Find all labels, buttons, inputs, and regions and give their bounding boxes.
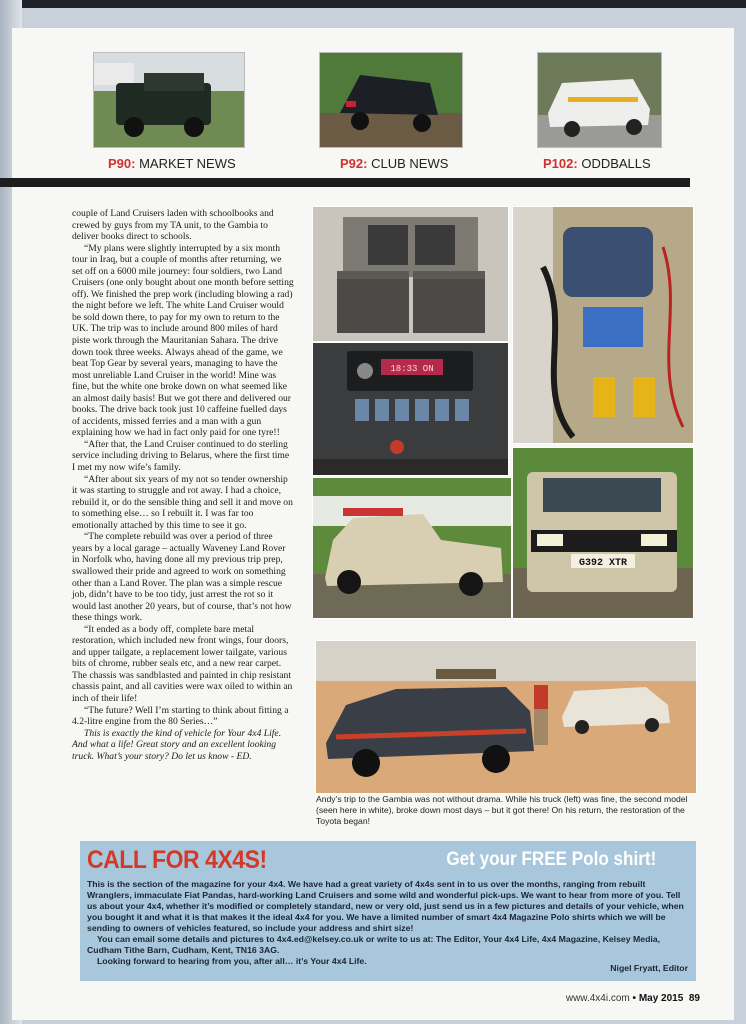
thumb-market-news[interactable] xyxy=(93,52,245,148)
callout-body xyxy=(87,879,687,967)
article-paragraph: “It ended as a body off, complete bare metal restoration, which included new front wings, four doors, and upper tailgate, a replacement lower tailgate, various bits of chrome, rubber seals etc, and a new rear carpet. The chassis was sandblasted and painted in chip resistant chassis paint, and all cavities were wax oiled to within an inch of their life! xyxy=(72,623,293,704)
footer-website[interactable]: www.4x4i.com xyxy=(565,993,630,1004)
article-paragraph: “My plans were slightly interrupted by a six month tour in Iraq, but a couple of months after returning, we set off on a 6000 mile journey: four soldiers, two Land Cruisers (one only bought about one month before setting off). We finished the prep work (including blowing a rad) the night before we left. The white Land Cruiser would be sold down there, to pay for my own to return to the UK. The trip was to include around 800 miles of hard piste work through the Mauritanian Sahara. The drive down took three weeks. Always ahead of the game, we beat Top Gear by several years, managing to have the most unreliable Land Cruiser in the world! Mine was fine, but the white one broke down on what seemed like an almost daily basis! But we got there and delivered our books. The drive back took just 10 caffeine fuelled days of accidents, missed ferries and a man with a gun explaining how we had in fact only paid for one tyre!! xyxy=(72,242,294,439)
callout-closing: Looking forward to hearing from you, after all… it’s Your 4x4 Life. xyxy=(97,956,367,966)
callout-title: CALL FOR 4X4S! xyxy=(87,846,267,874)
photo-land-cruiser-river xyxy=(312,477,512,619)
footer-bullet: • xyxy=(632,993,637,1004)
thumb-page-number: P92: xyxy=(340,156,368,171)
photo-land-cruiser-front xyxy=(512,447,694,619)
article-paragraph: “After that, the Land Cruiser continued to do sterling service including driving to Belarus, where the first time I met my now wife’s family. xyxy=(72,438,290,474)
radio-display-text: 18:33 ON xyxy=(390,364,434,374)
article-paragraph: “The future? Well I’m starting to think about fitting a 4.2-litre engine from the 80 Series…” xyxy=(72,704,289,728)
editor-signature: Nigel Fryatt, Editor xyxy=(610,963,688,973)
photo-two-land-cruisers-desert xyxy=(315,640,697,794)
page-footer xyxy=(566,993,700,1004)
top-edge xyxy=(0,0,746,8)
editor-note: This is exactly the kind of vehicle for Your 4x4 Life. And what a life! Great story and an excellent looking truck. What’s your story? Do let us know - ED. xyxy=(72,727,282,762)
number-plate-text: G392 XTR xyxy=(578,558,628,569)
photo-rear-storage-boxes xyxy=(312,206,509,342)
thumb-title: ODDBALLS xyxy=(581,156,651,171)
callout-contact: You can email some details and pictures to 4x4.ed@kelsey.co.uk or write to us at: The Editor, Your 4x4 Life, 4x4 Magazine, Kelsey Media, Cudham Tithe Barn, Cudham, Kent, TN16 3AG. xyxy=(87,934,661,955)
photo-engine-bay-compressor xyxy=(512,206,694,444)
thumb-caption-oddballs[interactable] xyxy=(543,156,651,171)
article-paragraph: “The complete rebuild was over a period of three years by a local garage – actually Waveney Land Rover in Norfolk who, having done all my previous trip prep, swallowed their pride and agreed to work on something other than a Land Rover. The plan was a simple rescue job, didn’t have to be too tidy, just arrest the rot so it would last another 20 years, but of course, that’s not how these things work. xyxy=(72,531,292,624)
thumb-page-number: P90: xyxy=(108,156,136,171)
footer-issue: May 2015 xyxy=(638,993,684,1004)
thumb-club-news[interactable] xyxy=(319,52,463,148)
thumb-caption-club-news[interactable] xyxy=(340,156,448,171)
photo-caption: Andy’s trip to the Gambia was not without drama. While his truck (left) was fine, the second model (seen here in white), broke down most days – but it got there! On his return, the restoration of the Toyota began! xyxy=(316,794,688,826)
callout-intro: This is the section of the magazine for your 4x4. We have had a great variety of 4x4s sent in to us over the months, ranging from rebuilt Wranglers, immaculate Fiat Pandas, hard-working Land Cruisers and some wild and wonderful pick-ups. We want to hear from more of you. Tell us about your 4x4, whether it’s modified or completely standard, new or very old, just send us in a few pictures and details of your vehicle, when you bought it and what it is that makes it the ideal 4x4 for you. We have a limited number of smart 4x4 Magazine Polo shirts which we will be sending to owners of vehicles featured, so include your address and shirt size! xyxy=(87,879,684,933)
header-divider-rule xyxy=(0,178,690,187)
page-number: 89 xyxy=(688,993,700,1004)
thumb-title: CLUB NEWS xyxy=(371,156,449,171)
photo-dashboard-radio xyxy=(312,342,509,476)
thumb-title: MARKET NEWS xyxy=(139,156,236,171)
article-paragraph: couple of Land Cruisers laden with schoolbooks and crewed by guys from my TA unit, to the Gambia to deliver books direct to schools. xyxy=(72,208,274,243)
article-text xyxy=(72,208,294,762)
thumb-oddballs[interactable] xyxy=(537,52,662,148)
thumb-page-number: P102: xyxy=(543,156,578,171)
thumb-caption-market-news[interactable] xyxy=(108,156,236,171)
article-paragraph: “After about six years of my not so tender ownership it was starting to struggle and rot away. I had a choice, rebuild it, or do the sensible thing and sell it and move on to something else… so I rebuilt it. I was far too emotionally attached by this time to see it go. xyxy=(72,473,293,531)
shirt-offer-heading: Get your FREE Polo shirt! xyxy=(446,849,656,870)
call-for-4x4s-box xyxy=(80,841,696,981)
